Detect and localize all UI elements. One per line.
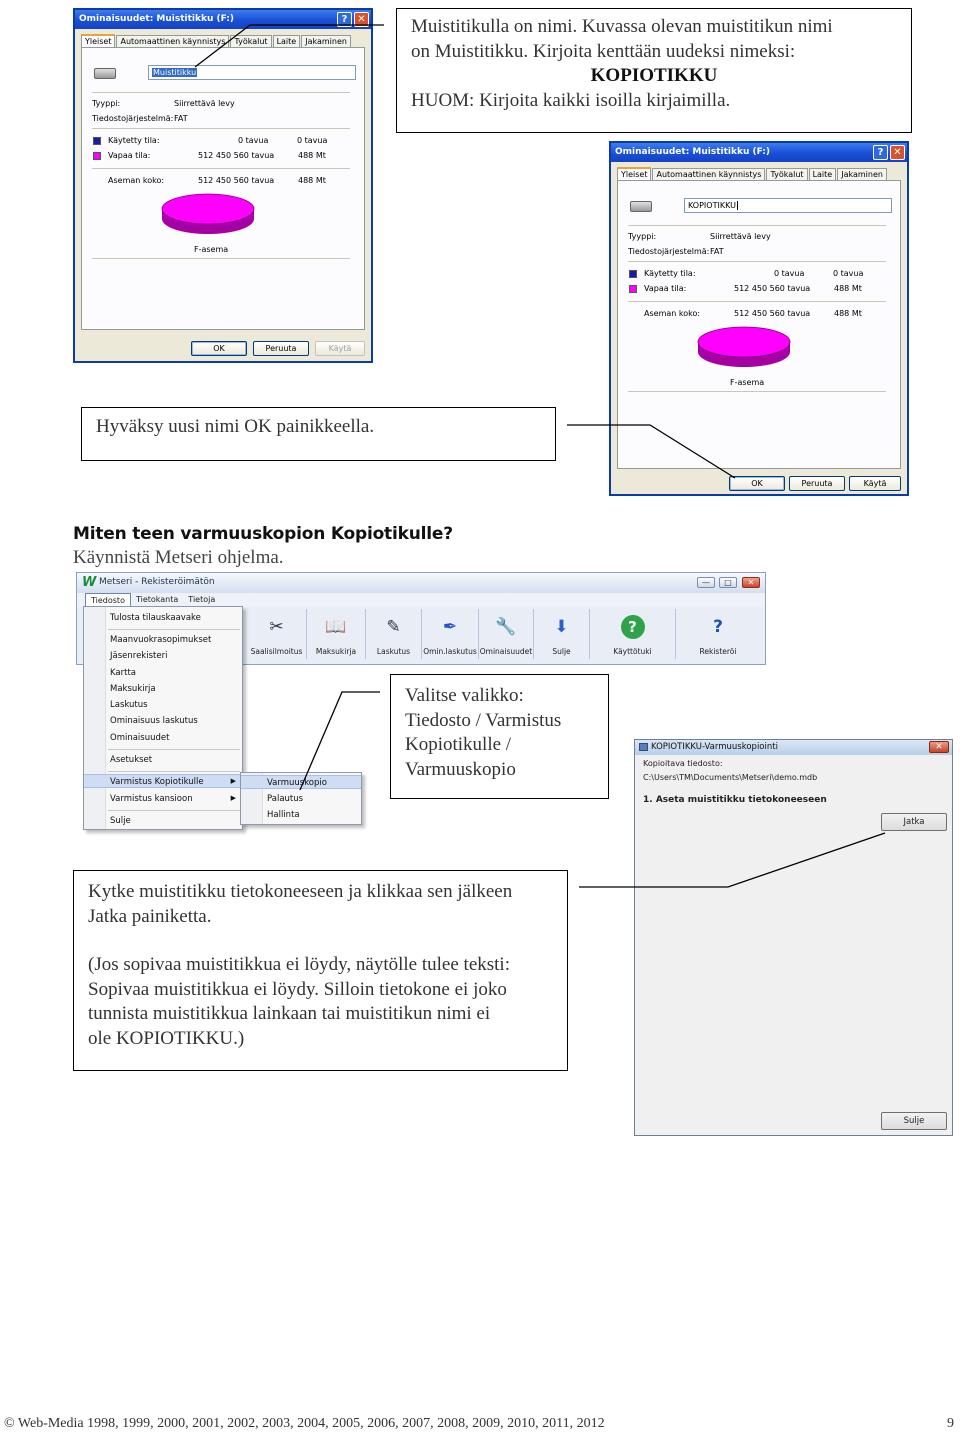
free-mb: 488 Mt <box>298 151 326 160</box>
file-path: C:\Users\TM\Documents\Metseri\demo.mdb <box>643 773 818 782</box>
tab-sharing[interactable]: Jakaminen <box>301 35 351 48</box>
menu-item-close[interactable]: Sulje <box>110 816 131 826</box>
menu-separator <box>108 749 240 750</box>
menu-item-properties[interactable]: Ominaisuudet <box>110 733 170 743</box>
general-panel <box>617 180 901 469</box>
properties-dialog-after <box>609 141 909 496</box>
tab-hardware[interactable]: Laite <box>273 35 301 48</box>
menu-separator <box>108 771 240 772</box>
metseri-title: Metseri - Rekisteröimätön <box>99 577 215 587</box>
section-heading: Miten teen varmuuskopion Kopiotikulle? <box>73 524 453 544</box>
text-cursor <box>737 201 738 210</box>
menu-item-label: Varmistus Kopiotikulle <box>110 777 204 787</box>
menu-file[interactable]: Tiedosto <box>85 593 131 607</box>
dialog-title-bar[interactable] <box>75 10 371 29</box>
step-instruction: 1. Aseta muistitikku tietokoneeseen <box>643 795 827 805</box>
callout-connect-line6: ole KOPIOTIKKU.) <box>88 1027 245 1049</box>
close-button[interactable]: ✕ <box>742 577 760 588</box>
type-value: Siirrettävä levy <box>710 232 771 241</box>
callout-rename-line1: Muistitikulla on nimi. Kuvassa olevan muistitikun nimi <box>411 16 833 37</box>
tab-sharing[interactable]: Jakaminen <box>837 168 887 181</box>
tool-close[interactable] <box>534 609 590 659</box>
divider <box>92 92 350 93</box>
maximize-button[interactable]: □ <box>719 577 737 588</box>
cancel-button[interactable]: Peruuta <box>789 476 845 491</box>
tab-tools[interactable]: Työkalut <box>766 168 807 181</box>
drive-name-value: KOPIOTIKKU <box>688 201 736 210</box>
used-mb: 0 tavua <box>833 269 864 278</box>
fs-value: FAT <box>174 114 188 123</box>
callout-connect-line4: Sopivaa muistitikkua ei löydy. Silloin tietokone ei joko <box>88 978 507 1000</box>
tool-billing[interactable] <box>366 609 422 659</box>
drive-icon <box>630 201 652 212</box>
menu-item-print-order[interactable]: Tulosta tilauskaavake <box>110 613 201 623</box>
menu-about[interactable]: Tietoja <box>188 595 216 604</box>
book-icon: 📖 <box>325 617 347 637</box>
down-arrow-icon: ⬇ <box>554 617 569 637</box>
minimize-button[interactable]: — <box>697 577 715 588</box>
used-label: Käytetty tila: <box>644 269 696 278</box>
drive-label: F-asema <box>730 378 765 387</box>
tab-autoplay[interactable]: Automaattinen käynnistys <box>652 168 765 181</box>
free-swatch <box>93 152 101 160</box>
drive-icon <box>94 68 116 79</box>
callout-connect-line5: tunnista muistitikkua lainkaan tai muistitikun nimi ei <box>88 1003 491 1024</box>
close-button[interactable]: ✕ <box>929 741 949 753</box>
continue-button[interactable]: Jatka <box>881 813 947 831</box>
tab-general[interactable]: Yleiset <box>81 34 115 48</box>
type-label: Tyyppi: <box>628 232 657 241</box>
menu-item-backup-folder[interactable] <box>84 792 242 806</box>
callout-connect-line1: Kytke muistitikku tietokoneeseen ja klikkaa sen jälkeen <box>88 881 513 902</box>
tool-label: Käyttötuki <box>613 647 652 656</box>
metseri-title-bar[interactable] <box>77 573 765 593</box>
tool-label: Ominaisuudet <box>479 647 533 656</box>
tab-general[interactable]: Yleiset <box>617 167 651 181</box>
type-label: Tyyppi: <box>92 99 121 108</box>
used-bytes: 0 tavua <box>774 269 805 278</box>
menu-item-backup[interactable]: Varmuuskopio <box>241 775 361 789</box>
tool-label: Saalisilmoitus <box>250 647 303 656</box>
close-button[interactable]: ✕ <box>354 12 369 27</box>
callout-connect-spacer <box>88 929 553 953</box>
disk-usage-pie <box>160 192 256 238</box>
menu-item-management[interactable]: Hallinta <box>267 810 300 820</box>
callout-rename-note: HUOM: Kirjoita kaikki isoilla kirjaimilla. <box>411 89 731 111</box>
catch-icon: ✂ <box>269 617 284 637</box>
tool-label: Laskutus <box>376 647 411 656</box>
apply-button[interactable]: Käytä <box>849 476 901 491</box>
tab-tools[interactable]: Työkalut <box>230 35 271 48</box>
callout-connect <box>73 870 568 1071</box>
pie-free-slice <box>698 327 790 357</box>
menu-item-paybook[interactable]: Maksukirja <box>110 684 156 694</box>
close-button[interactable]: ✕ <box>890 145 905 160</box>
menu-item-map[interactable]: Kartta <box>110 668 137 678</box>
divider <box>92 258 350 259</box>
free-mb: 488 Mt <box>834 284 862 293</box>
help-button[interactable]: ? <box>873 145 888 160</box>
drive-label: F-asema <box>194 245 229 254</box>
ok-button[interactable]: OK <box>729 476 785 491</box>
dialog-title-bar[interactable] <box>611 143 907 162</box>
menu-item-property-billing[interactable]: Ominaisuus laskutus <box>110 716 198 726</box>
metseri-logo-icon: W <box>82 575 97 590</box>
fs-label: Tiedostojärjestelmä: <box>92 114 174 123</box>
tab-autoplay[interactable]: Automaattinen käynnistys <box>116 35 229 48</box>
submenu-arrow-icon: ▶ <box>230 794 236 802</box>
tool-register[interactable] <box>676 609 760 659</box>
menu-item-members[interactable]: Jäsenrekisteri <box>110 651 168 661</box>
app-icon <box>639 743 648 751</box>
tool-support[interactable] <box>590 609 676 659</box>
free-swatch <box>629 285 637 293</box>
used-bytes: 0 tavua <box>238 136 269 145</box>
callout-rename-line2: on Muistitikku. Kirjoita kenttään uudeksi nimeksi: <box>411 40 796 62</box>
tool-paybook[interactable] <box>307 609 366 659</box>
help-bubble-icon: ? <box>713 617 723 637</box>
section-subtext: Käynnistä Metseri ohjelma. <box>73 547 284 568</box>
type-value: Siirrettävä levy <box>174 99 235 108</box>
pen-icon: ✎ <box>386 617 401 637</box>
callout-connect-line3: (Jos sopivaa muistitikkua ei löydy, näytölle tulee teksti: <box>88 954 510 975</box>
properties-dialog-before <box>73 8 373 363</box>
divider <box>92 168 350 169</box>
divider <box>628 225 886 226</box>
capacity-label: Aseman koko: <box>108 176 165 185</box>
ok-button[interactable]: OK <box>191 341 247 356</box>
footer-copyright: © Web-Media 1998, 1999, 2000, 2001, 2002, 2003, 2004, 2005, 2006, 2007, 2008, 2009, 2010, 2011, 2012 <box>4 1416 605 1431</box>
tool-catch-report[interactable] <box>247 609 307 659</box>
free-label: Vapaa tila: <box>108 151 151 160</box>
callout-accept-text: Hyväksy uusi nimi OK painikkeella. <box>96 416 375 437</box>
menu-database[interactable]: Tietokanta <box>135 595 179 604</box>
menu-item-billing[interactable]: Laskutus <box>110 700 148 710</box>
kopiotikku-title: KOPIOTIKKU-Varmuuskopiointi <box>651 742 778 752</box>
capacity-label: Aseman koko: <box>644 309 701 318</box>
help-button[interactable]: ? <box>337 12 352 27</box>
pie-free-slice <box>162 194 254 224</box>
tab-hardware[interactable]: Laite <box>809 168 837 181</box>
help-green-icon: ? <box>621 615 645 639</box>
file-menu <box>83 606 243 830</box>
used-mb: 0 tavua <box>297 136 328 145</box>
tool-property-billing[interactable] <box>422 609 479 659</box>
capacity-mb: 488 Mt <box>834 309 862 318</box>
dialog-tabs <box>81 34 365 48</box>
callout-rename-newname: KOPIOTIKKU <box>590 65 718 86</box>
drive-name-value: Muistitikku <box>153 68 197 77</box>
submenu-arrow-icon: ▶ <box>230 777 236 785</box>
callout-menu-line2: Tiedosto / Varmistus <box>405 709 562 731</box>
capacity-bytes: 512 450 560 tavua <box>198 176 275 185</box>
tool-label: Maksukirja <box>315 647 357 656</box>
file-label: Kopioitava tiedosto: <box>643 759 723 768</box>
divider <box>628 261 886 262</box>
used-swatch <box>93 137 101 145</box>
kopiotikku-dialog <box>634 739 953 1136</box>
metseri-menubar <box>77 593 765 607</box>
menu-separator <box>108 810 240 811</box>
callout-accept <box>81 407 556 461</box>
dialog-title: Ominaisuudet: Muistitikku (F:) <box>615 147 771 157</box>
tool-properties[interactable] <box>479 609 534 659</box>
cancel-button[interactable]: Peruuta <box>253 341 309 356</box>
capacity-bytes: 512 450 560 tavua <box>734 309 811 318</box>
capacity-mb: 488 Mt <box>298 176 326 185</box>
callout-menu-line4: Varmuuskopio <box>405 758 516 780</box>
dialog-tabs <box>617 167 901 181</box>
menu-item-settings[interactable]: Asetukset <box>110 755 153 765</box>
used-swatch <box>629 270 637 278</box>
close-dialog-button[interactable]: Sulje <box>881 1112 947 1130</box>
callout-menu-choice <box>390 674 609 799</box>
wrench-icon: 🔧 <box>495 617 517 637</box>
backup-submenu <box>240 772 362 825</box>
dialog-title: Ominaisuudet: Muistitikku (F:) <box>79 14 235 24</box>
menu-item-label: Varmistus kansioon <box>110 794 193 804</box>
callout-rename <box>396 8 912 133</box>
callout-connect-line2: Jatka painiketta. <box>88 905 212 927</box>
metseri-toolbar <box>247 609 759 659</box>
general-panel <box>81 47 365 330</box>
drive-name-input[interactable] <box>148 65 356 80</box>
used-label: Käytetty tila: <box>108 136 160 145</box>
menu-separator <box>108 629 240 630</box>
divider <box>628 391 886 392</box>
callout-menu-line3: Kopiotikulle / <box>405 734 512 755</box>
tool-label: Omin.laskutus <box>423 647 477 656</box>
menu-item-backup-stick[interactable] <box>84 774 242 788</box>
divider <box>92 128 350 129</box>
menu-item-leases[interactable]: Maanvuokrasopimukset <box>110 635 212 645</box>
drive-name-input[interactable] <box>684 198 892 213</box>
disk-usage-pie <box>696 325 792 371</box>
fs-label: Tiedostojärjestelmä: <box>628 247 710 256</box>
free-label: Vapaa tila: <box>644 284 687 293</box>
blue-pen-icon: ✒ <box>442 617 458 637</box>
menu-item-restore[interactable]: Palautus <box>267 794 304 804</box>
free-bytes: 512 450 560 tavua <box>734 284 811 293</box>
callout-menu-line1: Valitse valikko: <box>405 685 524 706</box>
page-number: 9 <box>947 1416 954 1431</box>
fs-value: FAT <box>710 247 724 256</box>
free-bytes: 512 450 560 tavua <box>198 151 275 160</box>
tool-label: Sulje <box>552 647 571 656</box>
tool-label: Rekisteröi <box>699 647 737 656</box>
divider <box>628 301 886 302</box>
kopiotikku-title-bar[interactable] <box>635 740 952 755</box>
apply-button[interactable]: Käytä <box>315 341 365 356</box>
